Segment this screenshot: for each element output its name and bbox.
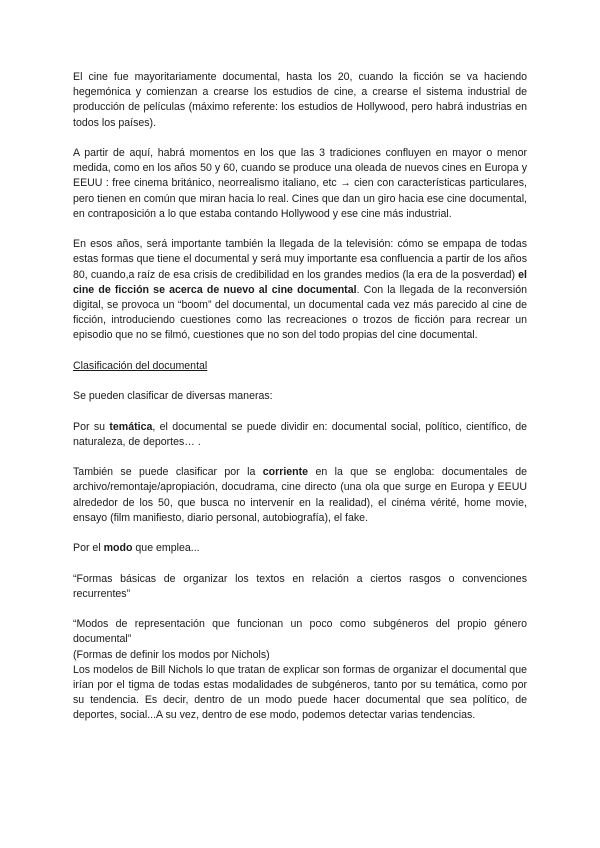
paragraph-current-bold: corriente (262, 466, 309, 479)
quote-basic-forms: “Formas básicas de organizar los textos en relación a ciertos rasgos o convenciones recurrentes” (73, 572, 527, 600)
paragraph-television-bold: el cine de ficción se acerca de nuevo al cine documental (73, 268, 527, 296)
quote-representation-modes: “Modos de representación que funcionan un poco como subgéneros del propio género documental” (73, 618, 527, 646)
paragraph-classify-intro: Se pueden clasificar de diversas maneras: (73, 390, 273, 403)
paragraph-mode-text-b: que emplea... (132, 542, 200, 555)
paragraph-mode (73, 541, 527, 556)
paragraph-nichols-models: Los modelos de Bill Nichols lo que tratan de explicar son formas de organizar el documental que irían por el tigma de todas estas modalidades de subgéneros, tanto por su temática, como por su tendencia. Es decir, dentro de un modo puede hacer documental que sea político, de deportes, social...A su vez, dentro de ese modo, podemos detectar varias tendencias. (73, 663, 527, 722)
paragraph-three-traditions: A partir de aquí, habrá momentos en los que las 3 tradiciones confluyen en mayor o menor medida, como en los años 50 y 60, cuando se produce una oleada de nuevos cines en Europa y EEUU : free cinema británico, neorrealismo italiano, etc → cien con características particulares, pero tienen en común que miran hacia lo real. Cines que dan un giro hacia ese cine documental, en contraposición a lo que estaba contando Hollywood y ese cine más industrial. (73, 147, 527, 220)
section-heading-classification: Clasificación del documental (73, 359, 208, 372)
paragraph-television-text-a: En esos años, será importante también la llegada de la televisión: cómo se empapa de todas estas formas que tiene el documental y será muy importante esa confluencia a partir de los años 80, cuando,a raíz de esa crisis de credibilidad en los grandes medios (la era de la posverdad) (73, 238, 527, 281)
paragraph-television (73, 237, 527, 343)
paragraph-fiction-history: El cine fue mayoritariamente documental, hasta los 20, cuando la ficción se va haciendo hegemónica y comienzan a crearse los estudios de cine, a crearse el sistema industrial de producción de películas (máximo referente: los estudios de Hollywood, pero habrá industrias en todos los países). (73, 71, 527, 129)
paragraph-thematic-text-b: , el documental se puede dividir en: documental social, político, científico, de naturaleza, de deportes… . (73, 420, 528, 448)
paragraph-current (73, 465, 527, 526)
paragraph-nichols-note: (Formas de definir los modos por Nichols) (73, 648, 270, 661)
paragraph-mode-bold: modo (103, 542, 133, 555)
paragraph-current-text-a: También se puede clasificar por la (73, 466, 263, 479)
paragraph-current-text-b: en la que se engloba: documentales de archivo/remontaje/apropiación, docudrama, cine directo (una ola que surge en Europa y EEUU alrededor de los 50, que busca no intervenir en la realidad), el cinéma vérité, home movie, ensayo (film manifiesto, diario personal, autobiografía), el fake. (73, 466, 527, 524)
paragraph-thematic (73, 420, 527, 450)
paragraph-thematic-bold: temática (109, 420, 153, 433)
paragraph-thematic-text-a: Por su (73, 420, 110, 433)
document-page (73, 70, 527, 739)
paragraph-mode-text-a: Por el (73, 542, 104, 555)
paragraph-television-text-b: . Con la llegada de la reconversión digital, se provoca un “boom” del documental, un documental cada vez más parecido al cine de ficción, introduciendo cuestiones como las recreaciones o trozos de ficción para recrear un episodio que no se filmó, cuestiones que no son del todo propias del cine documental. (73, 283, 527, 342)
